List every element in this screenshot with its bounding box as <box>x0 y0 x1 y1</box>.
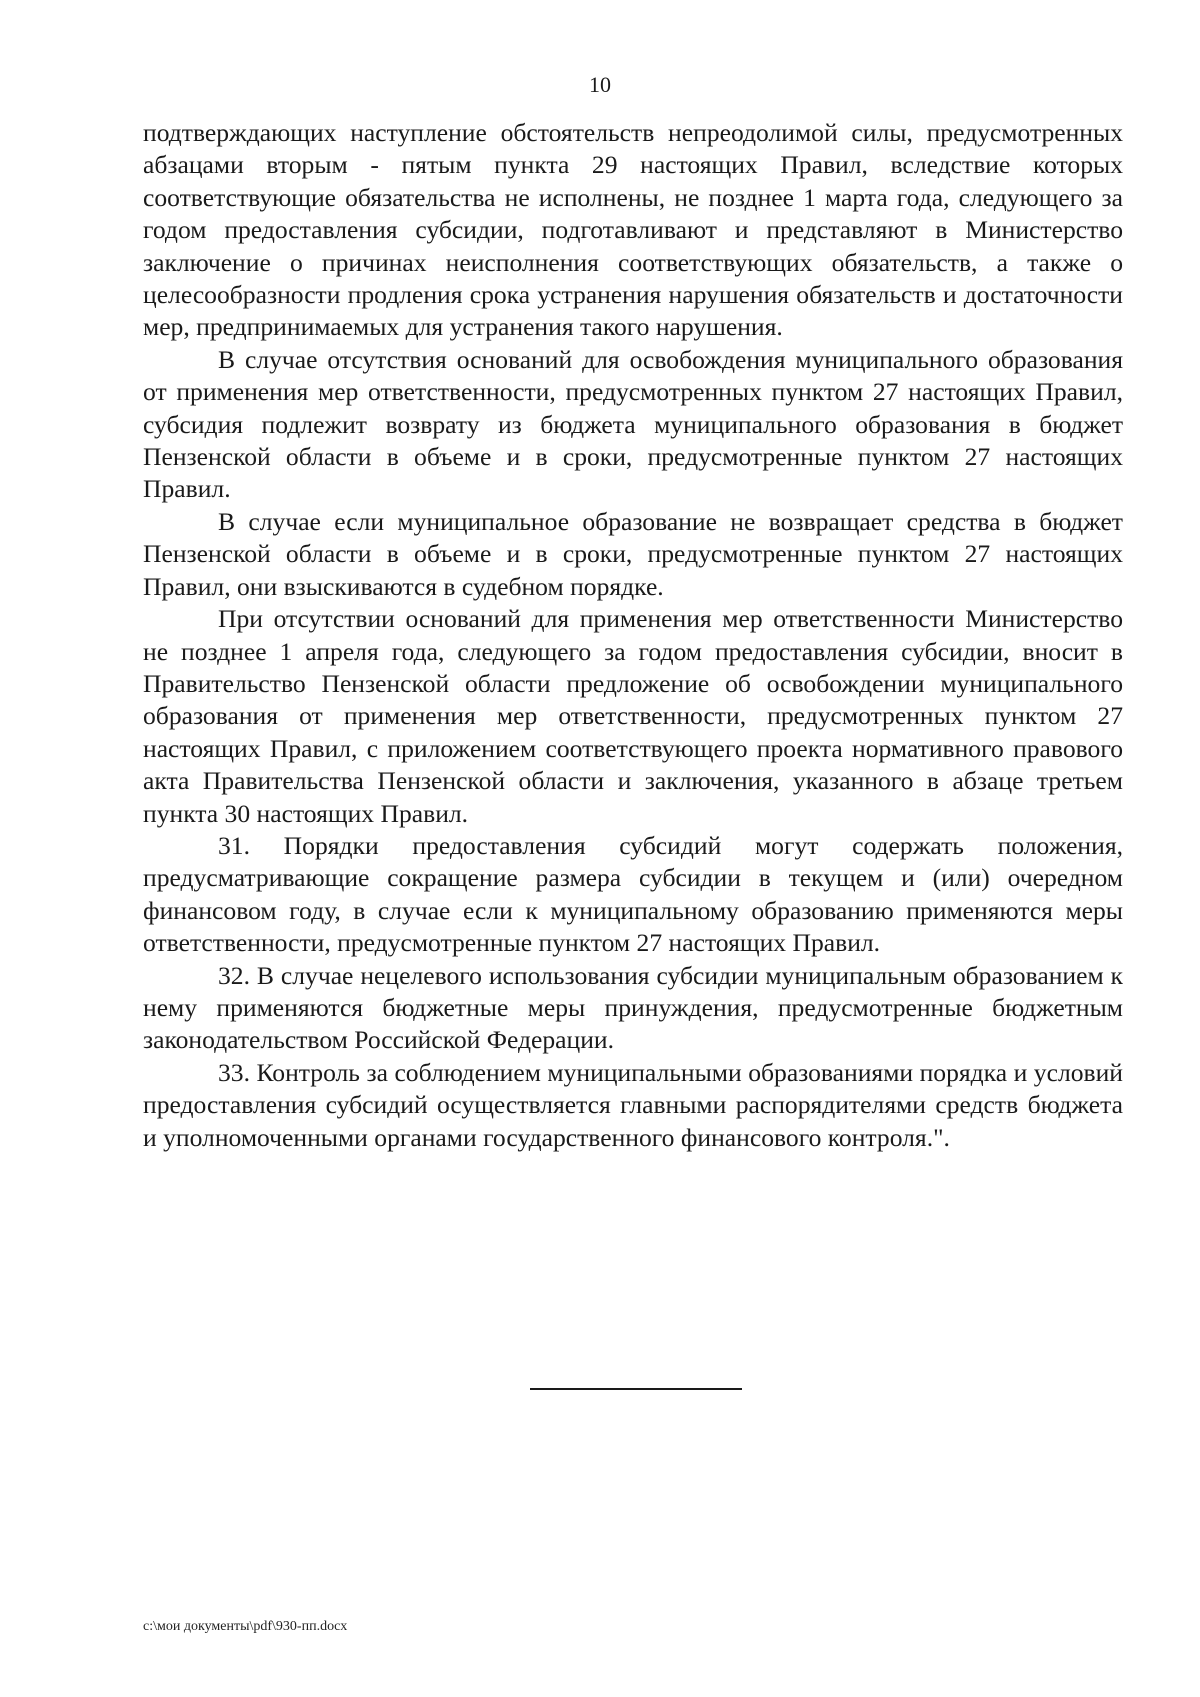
paragraph: В случае отсутствия оснований для освобождения муниципального образования от применения мер ответственности, предусмотренных пунктом 27 настоящих Правил, субсидия подлежит возврату из бюджета муниципального образования в бюджет Пензенской области в объеме и в сроки, предусмотренные пунктом 27 настоящих Правил. <box>143 344 1123 504</box>
document-body <box>143 117 1123 1154</box>
paragraph-continuation: подтверждающих наступление обстоятельств непреодолимой силы, предусмотренных абзацами вторым - пятым пункта 29 настоящих Правил, вследствие которых соответствующие обязательства не исполнены, не позднее 1 марта года, следующего за годом предоставления субсидии, подготавливают и представляют в Министерство заключение о причинах неисполнения соответствующих обязательств, а также о целесообразности продления срока устранения нарушения обязательств и достаточности мер, предпринимаемых для устранения такого нарушения. <box>143 118 1123 342</box>
paragraph: При отсутствии оснований для применения мер ответственности Министерство не позднее 1 апреля года, следующего за годом предоставления субсидии, вносит в Правительство Пензенской области предложение об освобождении муниципального образования от применения мер ответственности, предусмотренных пунктом 27 настоящих Правил, с приложением соответствующего проекта нормативного правового акта Правительства Пензенской области и заключения, указанного в абзаце третьем пункта 30 настоящих Правил. <box>143 604 1123 828</box>
paragraph-item-32: 32. В случае нецелевого использования субсидии муниципальным образованием к нему применяются бюджетные меры принуждения, предусмотренные бюджетным законодательством Российской Федерации. <box>143 960 1123 1055</box>
footer-file-path: c:\мои документы\pdf\930-пп.docx <box>143 1619 348 1634</box>
paragraph-item-31: 31. Порядки предоставления субсидий могут содержать положения, предусматривающие сокращение размера субсидии в текущем и (или) очередном финансовом году, в случае если к муниципальному образованию применяются меры ответственности, предусмотренные пунктом 27 настоящих Правил. <box>143 830 1123 958</box>
paragraph: В случае если муниципальное образование не возвращает средства в бюджет Пензенской области в объеме и в сроки, предусмотренные пунктом 27 настоящих Правил, они взыскиваются в судебном порядке. <box>143 506 1123 601</box>
end-of-document-rule <box>530 1388 742 1390</box>
page-number: 10 <box>589 72 611 97</box>
paragraph-item-33: 33. Контроль за соблюдением муниципальными образованиями порядка и условий предоставления субсидий осуществляется главными распорядителями средств бюджета и уполномоченными органами государственного финансового контроля.". <box>143 1057 1123 1152</box>
